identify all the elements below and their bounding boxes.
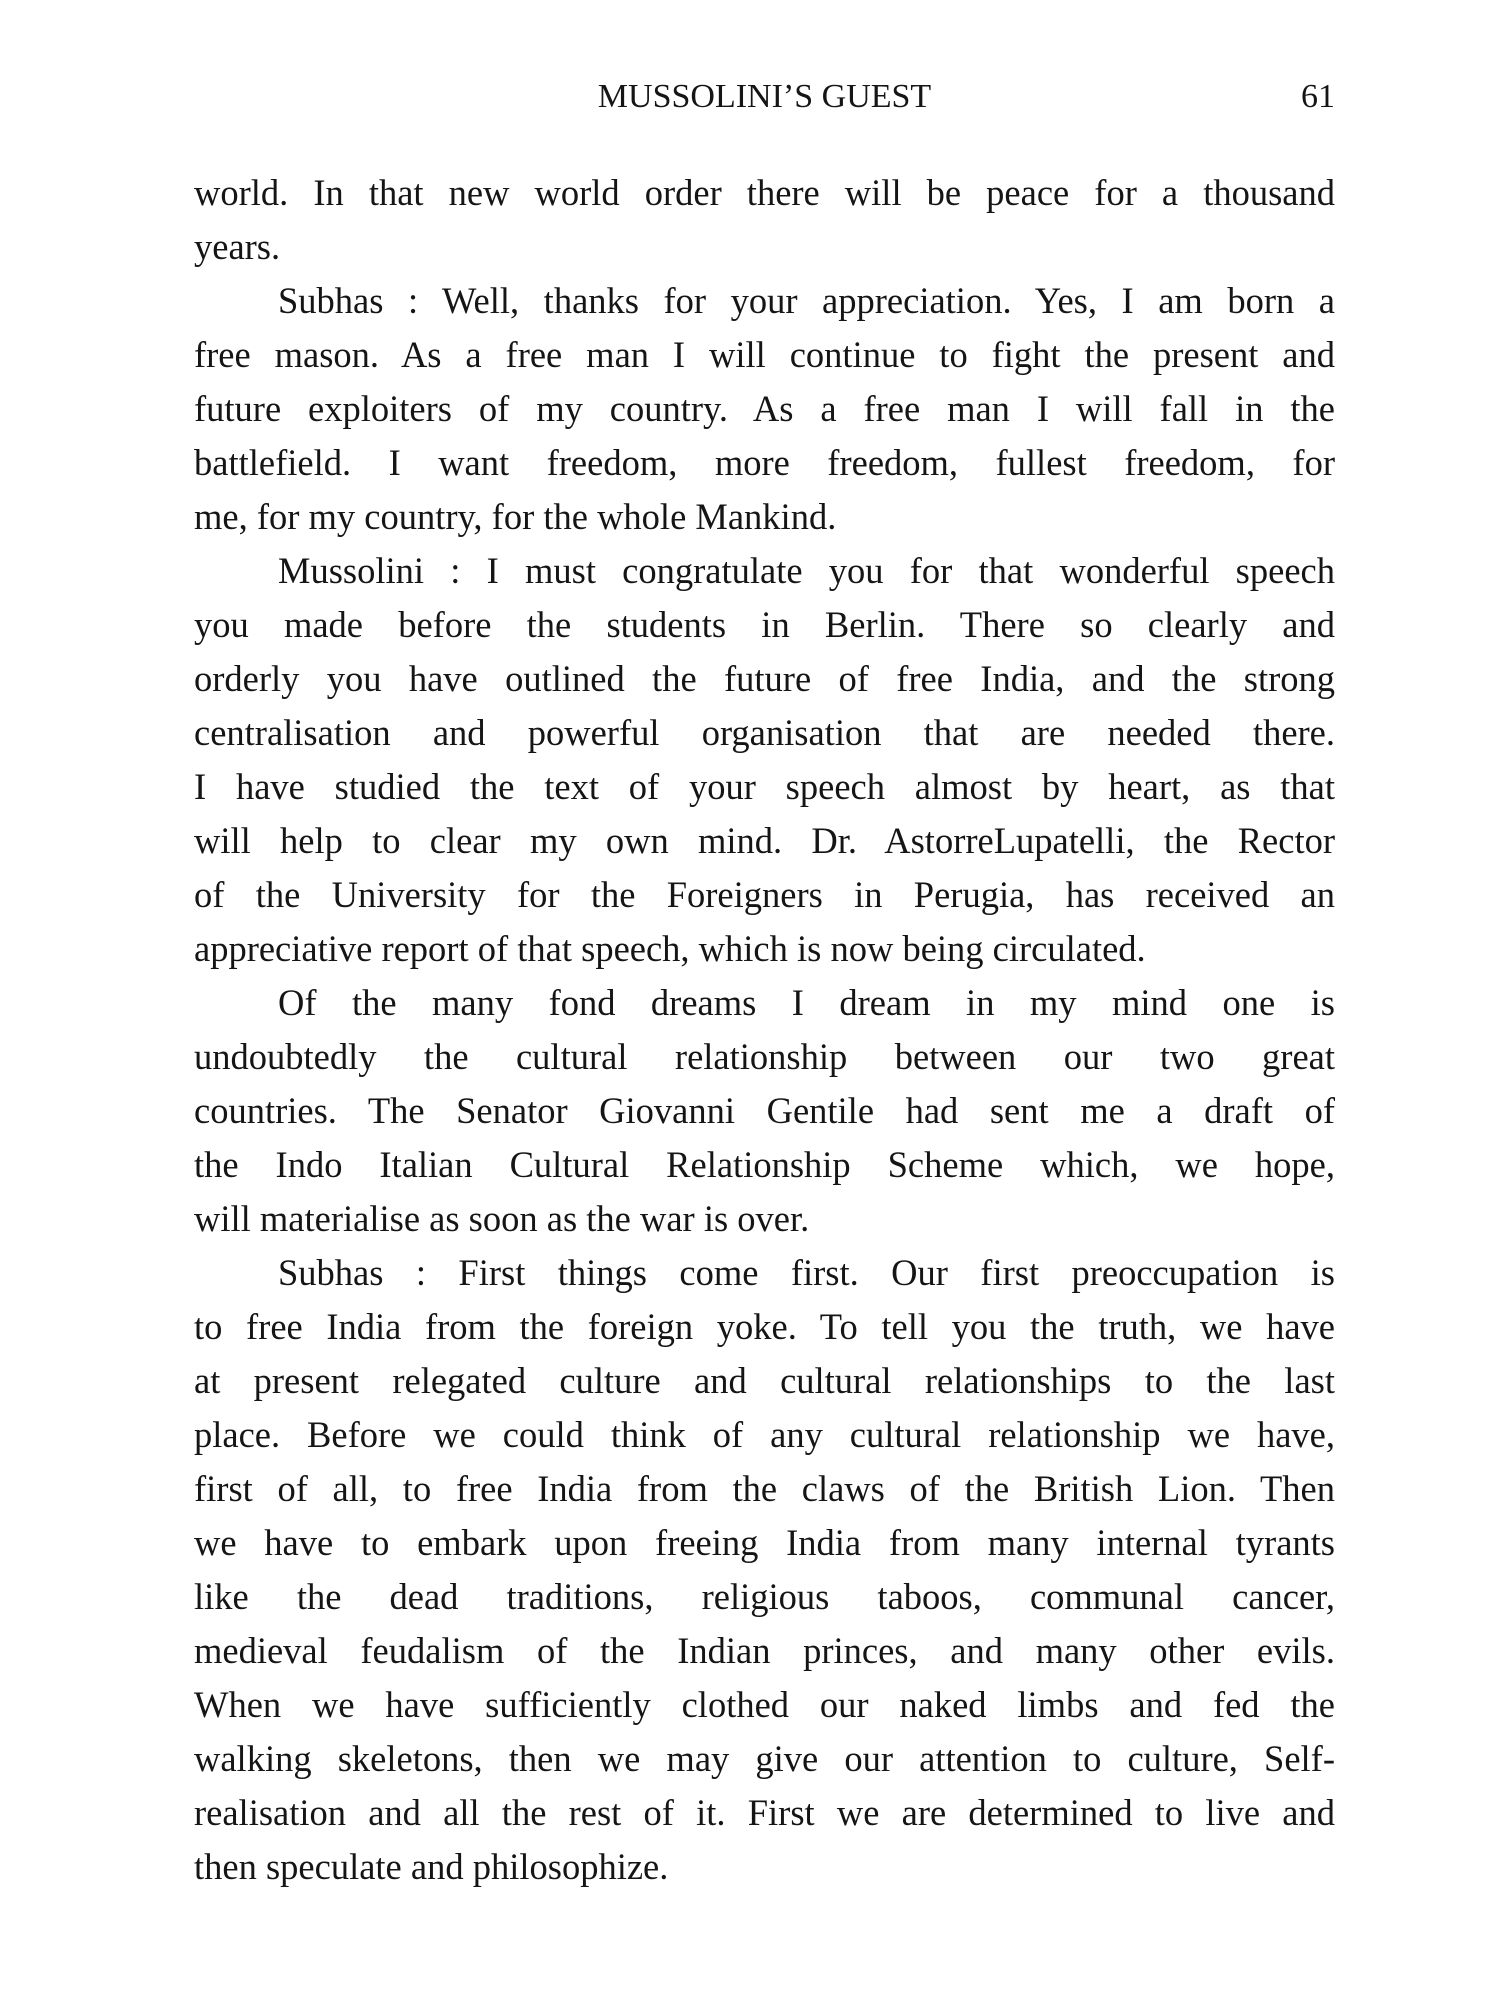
- text-line: realisation and all the rest of it. First we are determined to live and: [194, 1792, 1335, 1833]
- text-line: will materialise as soon as the war is over.: [194, 1198, 810, 1239]
- text-line: undoubtedly the cultural relationship between our two great: [194, 1036, 1335, 1077]
- text-line: medieval feudalism of the Indian princes, and many other evils.: [194, 1630, 1335, 1671]
- text-line: at present relegated culture and cultural relationships to the last: [194, 1360, 1335, 1401]
- text-line: free mason. As a free man I will continue to fight the present and: [194, 334, 1335, 375]
- paragraph: [194, 274, 1335, 544]
- text-line: Subhas : Well, thanks for your appreciation. Yes, I am born a: [278, 280, 1335, 321]
- text-line: will help to clear my own mind. Dr. AstorreLupatelli, the Rector: [194, 820, 1335, 861]
- text-line: world. In that new world order there will be peace for a thousand: [194, 172, 1335, 213]
- page-header: [194, 78, 1335, 128]
- text-line: years.: [194, 226, 281, 267]
- text-line: future exploiters of my country. As a free man I will fall in the: [194, 388, 1335, 429]
- running-head: MUSSOLINI’S GUEST: [597, 78, 932, 115]
- text-line: countries. The Senator Giovanni Gentile had sent me a draft of: [194, 1090, 1335, 1131]
- text-line: Of the many fond dreams I dream in my mind one is: [278, 982, 1335, 1023]
- text-line: like the dead traditions, religious taboos, communal cancer,: [194, 1576, 1335, 1617]
- paragraph: [194, 166, 1335, 274]
- text-line: me, for my country, for the whole Mankind.: [194, 496, 837, 537]
- paragraph: [194, 544, 1335, 976]
- text-line: place. Before we could think of any cultural relationship we have,: [194, 1414, 1335, 1455]
- text-line: When we have sufficiently clothed our naked limbs and fed the: [194, 1684, 1335, 1725]
- paragraph: [194, 976, 1335, 1246]
- paragraph: [194, 1246, 1335, 1894]
- text-line: appreciative report of that speech, which is now being circulated.: [194, 928, 1146, 969]
- text-line: the Indo Italian Cultural Relationship Scheme which, we hope,: [194, 1144, 1335, 1185]
- text-line: centralisation and powerful organisation that are needed there.: [194, 712, 1335, 753]
- text-line: first of all, to free India from the claws of the British Lion. Then: [194, 1468, 1335, 1509]
- text-line: Subhas : First things come first. Our first preoccupation is: [278, 1252, 1335, 1293]
- text-line: of the University for the Foreigners in Perugia, has received an: [194, 874, 1335, 915]
- text-line: to free India from the foreign yoke. To tell you the truth, we have: [194, 1306, 1335, 1347]
- text-line: I have studied the text of your speech almost by heart, as that: [194, 766, 1335, 807]
- text-line: battlefield. I want freedom, more freedom, fullest freedom, for: [194, 442, 1335, 483]
- text-line: then speculate and philosophize.: [194, 1846, 669, 1887]
- text-line: we have to embark upon freeing India from many internal tyrants: [194, 1522, 1335, 1563]
- text-line: you made before the students in Berlin. There so clearly and: [194, 604, 1335, 645]
- page-body: [194, 166, 1335, 1894]
- text-line: walking skeletons, then we may give our attention to culture, Self-: [194, 1738, 1335, 1779]
- page-number: 61: [1301, 78, 1335, 115]
- text-line: orderly you have outlined the future of free India, and the strong: [194, 658, 1335, 699]
- text-line: Mussolini : I must congratulate you for that wonderful speech: [278, 550, 1335, 591]
